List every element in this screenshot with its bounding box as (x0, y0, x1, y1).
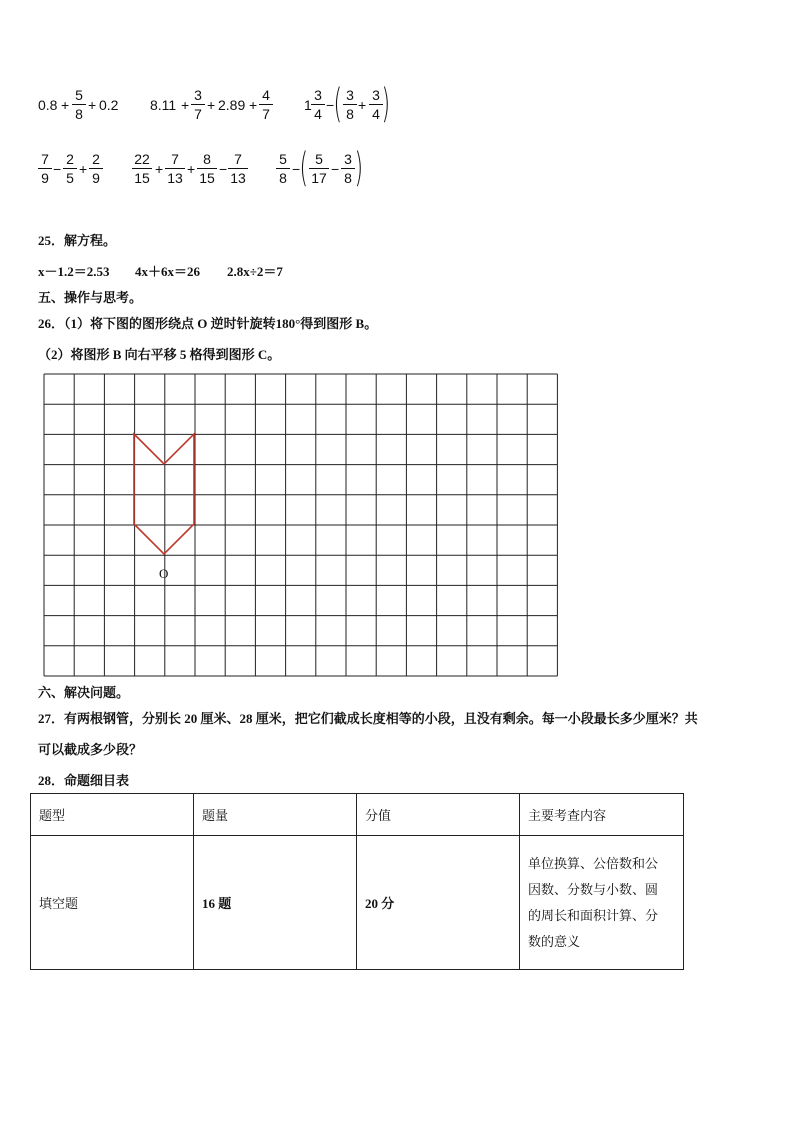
expr1-op2: + (88, 97, 97, 113)
content-line: 因数、分数与小数、圆 (528, 881, 659, 897)
expr4-fraction-3: 2 9 (89, 152, 103, 185)
table-row (31, 836, 684, 970)
content-line: 的周长和面积计算、分 (528, 907, 659, 923)
expr6-fraction-1: 5 8 (276, 152, 290, 185)
section-6-heading: 六、解决问题。 (38, 685, 130, 700)
point-o-label: O (159, 566, 169, 581)
q26-line-2: （2）将图形 B 向右平移 5 格得到图形 C。 (38, 347, 281, 362)
expr5-fraction-3: 8 15 (197, 152, 217, 185)
expr3-fraction-1: 3 4 (311, 88, 325, 121)
expr6-fraction-3: 3 8 (341, 152, 355, 185)
expr3-fraction-3: 3 4 (369, 88, 383, 121)
grid-lines (44, 374, 557, 676)
expr4-fraction-2: 2 5 (63, 152, 77, 185)
cell-count: 16 题 (194, 836, 357, 970)
cell-type: 填空题 (31, 836, 194, 970)
q25-equation-3: 2.8x÷2＝7 (227, 264, 283, 279)
expr3-op2: + (358, 97, 367, 113)
expr5-op3: − (219, 161, 228, 177)
expr6-op2: − (331, 161, 340, 177)
cell-content (520, 836, 684, 970)
expr4-fraction-1: 7 9 (38, 152, 52, 185)
expr5-fraction-4: 7 13 (228, 152, 248, 185)
expr6-left-paren: ( (299, 145, 309, 191)
expr2-b: 2.89 (218, 97, 246, 113)
q27-line-2: 可以截成多少段？ (38, 742, 143, 757)
expr3-whole: 1 (304, 97, 312, 113)
expr5-fraction-1: 22 15 (132, 152, 152, 185)
expr2-a: 8.11 (150, 97, 177, 113)
q25-equation-2: 4x＋6x＝26 (135, 264, 201, 279)
expr4-op1: − (53, 161, 62, 177)
expr6-right-paren: ) (354, 145, 364, 191)
expr2-op1: + (181, 97, 190, 113)
expr3-left-paren: ( (333, 81, 343, 127)
expr3-op1: − (326, 97, 335, 113)
expr3-fraction-2: 3 8 (343, 88, 357, 121)
expr2-op2: + (207, 97, 216, 113)
expr6-fraction-2: 5 17 (309, 152, 329, 185)
proposition-detail-table (30, 793, 684, 970)
q25-equation-1: x－1.2＝2.53 (38, 264, 110, 279)
figure-a-shape (134, 434, 194, 554)
header-cell-count: 题量 (194, 794, 357, 836)
expr5-fraction-2: 7 13 (165, 152, 185, 185)
expr5-op2: + (187, 161, 196, 177)
content-line: 数的意义 (528, 933, 581, 949)
expr1-a: 0.8 (38, 97, 58, 113)
expr6-op1: − (292, 161, 301, 177)
content-line: 单位换算、公倍数和公 (528, 855, 659, 871)
q25-title: 25．解方程。 (38, 233, 117, 248)
expr1-b: 0.2 (99, 97, 119, 113)
header-cell-score: 分值 (357, 794, 520, 836)
expr2-fraction-2: 4 7 (259, 88, 273, 121)
q28-title: 28．命题细目表 (38, 773, 130, 788)
section-5-heading: 五、操作与思考。 (38, 290, 143, 305)
header-cell-type: 题型 (31, 794, 194, 836)
cell-score: 20 分 (357, 836, 520, 970)
expr2-op3: + (249, 97, 258, 113)
expr3-right-paren: ) (381, 81, 391, 127)
table-header-row (31, 794, 684, 836)
expr1-fraction: 5 8 (72, 88, 86, 121)
header-cell-content: 主要考查内容 (520, 794, 684, 836)
q27-line-1: 27．有两根钢管，分别长 20 厘米、28 厘米，把它们截成长度相等的小段，且没有剩余。每一小段最长多少厘米？共 (38, 711, 698, 726)
expr2-fraction-1: 3 7 (191, 88, 205, 121)
expr4-op2: + (79, 161, 88, 177)
q26-line-1: 26．（1）将下图的图形绕点 O 逆时针旋转180°得到图形 B。 (38, 316, 378, 331)
expr1-op1: + (61, 97, 70, 113)
expr5-op1: + (155, 161, 164, 177)
